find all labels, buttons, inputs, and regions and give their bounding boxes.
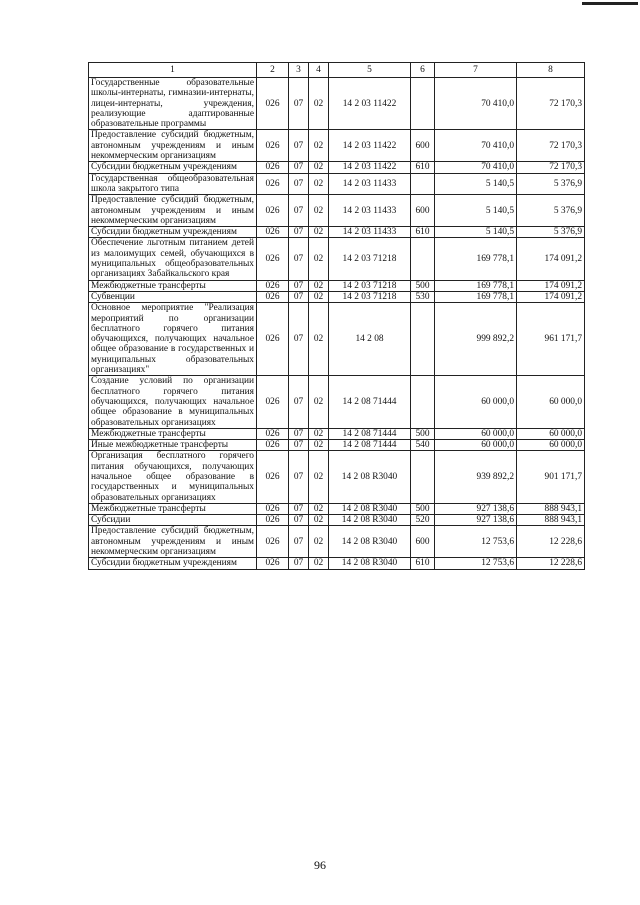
row-name-cell: Организация бесплатного горячего питания обучающихся, получающих начальное общее образование в государственных и муниципальных образовательных организациях [89,451,257,503]
section-cell: 07 [289,238,309,280]
amount-year1-cell: 70 410,0 [435,162,517,173]
admin-code-cell: 026 [257,78,289,130]
table-row [89,503,585,514]
table-row [89,303,585,376]
section-cell: 07 [289,558,309,569]
amount-year2-cell: 174 091,2 [517,238,585,280]
section-cell: 07 [289,451,309,503]
amount-year2-cell: 12 228,6 [517,526,585,558]
expense-type-cell: 610 [411,162,435,173]
admin-code-cell: 026 [257,428,289,439]
header-cell: 6 [411,63,435,78]
subsection-cell: 02 [309,428,329,439]
row-name-cell: Субсидии бюджетным учреждениям [89,162,257,173]
admin-code-cell: 026 [257,195,289,227]
row-name-cell: Основное мероприятие "Реализация мероприятий по организации бесплатного горячего питания обучающихся, получающих начальное общее образование в государственных и муниципальных образовательных организациях" [89,303,257,376]
amount-year2-cell: 5 376,9 [517,227,585,238]
amount-year2-cell: 5 376,9 [517,195,585,227]
table-row [89,78,585,130]
amount-year2-cell: 60 000,0 [517,428,585,439]
row-name-cell: Межбюджетные трансферты [89,280,257,291]
row-name-cell: Субвенции [89,291,257,302]
admin-code-cell: 026 [257,303,289,376]
amount-year2-cell: 901 171,7 [517,451,585,503]
header-cell: 3 [289,63,309,78]
expense-type-cell: 610 [411,227,435,238]
admin-code-cell: 026 [257,526,289,558]
expense-type-cell: 500 [411,428,435,439]
amount-year2-cell: 888 943,1 [517,503,585,514]
admin-code-cell: 026 [257,280,289,291]
expense-type-cell: 500 [411,503,435,514]
expense-type-cell [411,303,435,376]
amount-year2-cell: 174 091,2 [517,291,585,302]
admin-code-cell: 026 [257,515,289,526]
expense-type-cell: 530 [411,291,435,302]
row-name-cell: Создание условий по организации бесплатного горячего питания обучающихся, получающих начальное общее образование в муниципальных образовательных организациях [89,376,257,428]
header-cell: 2 [257,63,289,78]
table-row [89,291,585,302]
table-row [89,526,585,558]
expense-type-cell: 540 [411,440,435,451]
subsection-cell: 02 [309,280,329,291]
amount-year1-cell: 939 892,2 [435,451,517,503]
admin-code-cell: 026 [257,227,289,238]
expense-type-cell [411,238,435,280]
header-cell: 5 [329,63,411,78]
section-cell: 07 [289,526,309,558]
target-article-cell: 14 2 08 R3040 [329,503,411,514]
subsection-cell: 02 [309,238,329,280]
table-row [89,515,585,526]
section-cell: 07 [289,78,309,130]
admin-code-cell: 026 [257,130,289,162]
amount-year1-cell: 12 753,6 [435,526,517,558]
admin-code-cell: 026 [257,376,289,428]
admin-code-cell: 026 [257,162,289,173]
target-article-cell: 14 2 03 71218 [329,280,411,291]
subsection-cell: 02 [309,78,329,130]
target-article-cell: 14 2 08 R3040 [329,526,411,558]
amount-year2-cell: 60 000,0 [517,376,585,428]
table-row [89,195,585,227]
header-cell: 1 [89,63,257,78]
amount-year1-cell: 12 753,6 [435,558,517,569]
expense-type-cell: 520 [411,515,435,526]
row-name-cell: Предоставление субсидий бюджетным, автономным учреждениям и иным некоммерческим организациям [89,130,257,162]
section-cell: 07 [289,195,309,227]
target-article-cell: 14 2 03 11433 [329,195,411,227]
section-cell: 07 [289,280,309,291]
subsection-cell: 02 [309,503,329,514]
section-cell: 07 [289,162,309,173]
expense-type-cell [411,451,435,503]
amount-year1-cell: 927 138,6 [435,515,517,526]
target-article-cell: 14 2 03 71218 [329,238,411,280]
target-article-cell: 14 2 03 11433 [329,173,411,195]
amount-year1-cell: 169 778,1 [435,238,517,280]
row-name-cell: Государственные образовательные школы-интернаты, гимназии-интернаты, лицеи-интернаты, учреждения, реализующие адаптированные образовательные программы [89,78,257,130]
expense-type-cell: 610 [411,558,435,569]
header-cell: 7 [435,63,517,78]
section-cell: 07 [289,173,309,195]
target-article-cell: 14 2 08 71444 [329,376,411,428]
row-name-cell: Межбюджетные трансферты [89,503,257,514]
row-name-cell: Предоставление субсидий бюджетным, автономным учреждениям и иным некоммерческим организациям [89,195,257,227]
section-cell: 07 [289,130,309,162]
table-row [89,376,585,428]
amount-year2-cell: 60 000,0 [517,440,585,451]
subsection-cell: 02 [309,227,329,238]
row-name-cell: Государственная общеобразовательная школа закрытого типа [89,173,257,195]
amount-year1-cell: 70 410,0 [435,78,517,130]
table-row [89,440,585,451]
amount-year2-cell: 961 171,7 [517,303,585,376]
subsection-cell: 02 [309,515,329,526]
amount-year2-cell: 174 091,2 [517,280,585,291]
target-article-cell: 14 2 03 11433 [329,227,411,238]
subsection-cell: 02 [309,376,329,428]
table-row [89,130,585,162]
amount-year1-cell: 5 140,5 [435,195,517,227]
row-name-cell: Субсидии бюджетным учреждениям [89,558,257,569]
page-number: 96 [314,858,326,872]
section-cell: 07 [289,291,309,302]
target-article-cell: 14 2 03 11422 [329,130,411,162]
table-row [89,173,585,195]
row-name-cell: Субсидии бюджетным учреждениям [89,227,257,238]
amount-year1-cell: 169 778,1 [435,280,517,291]
section-cell: 07 [289,227,309,238]
table-row [89,451,585,503]
admin-code-cell: 026 [257,173,289,195]
admin-code-cell: 026 [257,238,289,280]
admin-code-cell: 026 [257,291,289,302]
section-cell: 07 [289,303,309,376]
subsection-cell: 02 [309,558,329,569]
target-article-cell: 14 2 03 11422 [329,162,411,173]
amount-year1-cell: 60 000,0 [435,440,517,451]
row-name-cell: Обеспечение льготным питанием детей из малоимущих семей, обучающихся в муниципальных общеобразовательных организациях Забайкальского края [89,238,257,280]
amount-year2-cell: 5 376,9 [517,173,585,195]
amount-year2-cell: 72 170,3 [517,78,585,130]
expense-type-cell: 600 [411,195,435,227]
target-article-cell: 14 2 03 71218 [329,291,411,302]
budget-table [88,62,585,570]
table-row [89,162,585,173]
header-cell: 4 [309,63,329,78]
table-row [89,428,585,439]
amount-year2-cell: 72 170,3 [517,162,585,173]
expense-type-cell: 600 [411,526,435,558]
target-article-cell: 14 2 08 R3040 [329,451,411,503]
subsection-cell: 02 [309,526,329,558]
subsection-cell: 02 [309,130,329,162]
target-article-cell: 14 2 03 11422 [329,78,411,130]
table-body [89,78,585,570]
section-cell: 07 [289,440,309,451]
subsection-cell: 02 [309,173,329,195]
section-cell: 07 [289,515,309,526]
row-name-cell: Предоставление субсидий бюджетным, автономным учреждениям и иным некоммерческим организациям [89,526,257,558]
section-cell: 07 [289,428,309,439]
amount-year2-cell: 888 943,1 [517,515,585,526]
subsection-cell: 02 [309,440,329,451]
row-name-cell: Субсидии [89,515,257,526]
table-header-row [89,63,585,78]
subsection-cell: 02 [309,195,329,227]
subsection-cell: 02 [309,291,329,302]
admin-code-cell: 026 [257,558,289,569]
subsection-cell: 02 [309,162,329,173]
amount-year1-cell: 927 138,6 [435,503,517,514]
subsection-cell: 02 [309,451,329,503]
admin-code-cell: 026 [257,440,289,451]
header-cell: 8 [517,63,585,78]
amount-year1-cell: 999 892,2 [435,303,517,376]
row-name-cell: Иные межбюджетные трансферты [89,440,257,451]
target-article-cell: 14 2 08 R3040 [329,515,411,526]
amount-year1-cell: 5 140,5 [435,173,517,195]
expense-type-cell [411,173,435,195]
amount-year1-cell: 60 000,0 [435,376,517,428]
expense-type-cell [411,78,435,130]
amount-year1-cell: 70 410,0 [435,130,517,162]
table-row [89,227,585,238]
target-article-cell: 14 2 08 71444 [329,428,411,439]
amount-year1-cell: 60 000,0 [435,428,517,439]
amount-year2-cell: 12 228,6 [517,558,585,569]
subsection-cell: 02 [309,303,329,376]
target-article-cell: 14 2 08 [329,303,411,376]
target-article-cell: 14 2 08 71444 [329,440,411,451]
expense-type-cell: 500 [411,280,435,291]
target-article-cell: 14 2 08 R3040 [329,558,411,569]
table-row [89,238,585,280]
row-name-cell: Межбюджетные трансферты [89,428,257,439]
section-cell: 07 [289,503,309,514]
expense-type-cell [411,376,435,428]
table-row [89,558,585,569]
section-cell: 07 [289,376,309,428]
amount-year1-cell: 169 778,1 [435,291,517,302]
admin-code-cell: 026 [257,451,289,503]
table-row [89,280,585,291]
top-edge-mark [582,2,638,5]
admin-code-cell: 026 [257,503,289,514]
amount-year1-cell: 5 140,5 [435,227,517,238]
amount-year2-cell: 72 170,3 [517,130,585,162]
expense-type-cell: 600 [411,130,435,162]
